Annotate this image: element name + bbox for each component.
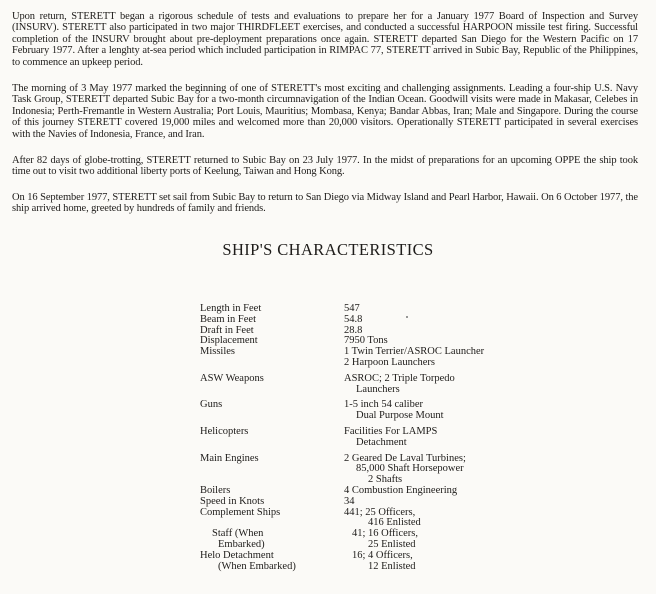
spec-label: Displacement [200, 335, 258, 347]
spec-value-line: 1-5 inch 54 caliber [344, 399, 424, 411]
spec-row-complement [200, 508, 484, 530]
spec-value [344, 427, 484, 449]
spec-row-guns [200, 400, 484, 422]
spec-value [344, 454, 484, 486]
spec-label-line: Helo Detachment [200, 549, 274, 561]
spec-label-line: (When Embarked) [218, 560, 296, 572]
spec-value-line: 41; 16 Officers, [352, 528, 418, 540]
spec-value-line: Launchers [356, 383, 400, 395]
spec-label-line: Embarked) [218, 538, 265, 550]
spec-label [200, 529, 340, 551]
characteristics-table [200, 304, 484, 572]
spec-value [344, 400, 484, 422]
spec-label [200, 551, 340, 573]
spec-value [344, 508, 484, 530]
spec-label: Boilers [200, 484, 231, 496]
paragraph-indian-ocean: The morning of 3 May 1977 marked the beginning of one of STERETT's most exciting and challenging assignments. Leading a four-ship U.S. Navy Task Group, STERETT departed Subic Bay for a two-month circumnavigation of the Indian Ocean. Goodwill visits were made in Makasar, Celebes in Indonesia; Perth-Fremantle in Western Australia; Port Louis, Mauritius; Mombasa, Kenya; Bandar Abbas, Iran; Male and Singapore. During the course of this journey STERETT covered 19,000 miles and welcomed more than 20,000 visitors. Operationally STERETT participated in several exercises with the Navies of Indonesia, France, and Iran. [12, 83, 638, 140]
spec-label: Helicopters [200, 425, 249, 437]
spec-label: Main Engines [200, 452, 259, 464]
spec-row-staff [200, 529, 484, 551]
spec-value-line: 1 Twin Terrier/ASROC Launcher [344, 346, 485, 358]
spec-row-helicopters [200, 427, 484, 449]
spec-label: Guns [200, 399, 223, 411]
spec-value-line: 16; 4 Officers, [352, 549, 413, 561]
spec-value: 54.8 [344, 313, 363, 325]
spec-row-speed [200, 497, 484, 508]
spec-value-line: 2 Shafts [368, 474, 403, 486]
spec-value [344, 347, 484, 369]
spec-label: Complement Ships [200, 506, 281, 518]
spec-label: Draft in Feet [200, 324, 254, 336]
spec-row-missiles [200, 347, 484, 369]
spec-value: 7950 Tons [344, 335, 388, 347]
spec-value: 4 Combustion Engineering [344, 484, 458, 496]
spec-label: Beam in Feet [200, 313, 256, 325]
spec-row-engines [200, 454, 484, 486]
spec-label: Speed in Knots [200, 495, 265, 507]
spec-label-line: Staff (When [212, 528, 264, 540]
spec-value-line: 416 Enlisted [368, 517, 421, 529]
spec-value: 28.8 [344, 324, 363, 336]
spec-value [344, 551, 484, 573]
spec-value-line: 25 Enlisted [368, 538, 416, 550]
spec-value: 547 [344, 303, 360, 314]
spec-value-line: Facilities For LAMPS [344, 425, 438, 437]
spec-label: Missiles [200, 346, 236, 358]
paragraph-insurv: Upon return, STERETT began a rigorous schedule of tests and evaluations to prepare her for a January 1977 Board of Inspection and Survey (INSURV). STERETT also participated in two major THIRDFLEET exercises, and conducted a successful HARPOON missile test firing. Successful completion of the INSURV brought about pre-deployment preparations once again. STERETT departed San Diego for the Western Pacific on 17 February 1977. After a lenghty at-sea period which included participation in RIMPAC 77, STERETT arrived in Subic Bay, Republic of the Philippines, to commence an upkeep period. [12, 11, 638, 68]
spec-row-beam [200, 315, 484, 326]
paragraph-subic-return: After 82 days of globe-trotting, STERETT returned to Subic Bay on 23 July 1977. In the midst of preparations for an upcoming OPPE the ship took time out to visit two additional liberty ports of Keelung, Taiwan and Hong Kong. [12, 155, 638, 178]
spec-value-line: ASROC; 2 Triple Torpedo [344, 372, 455, 384]
spec-label: ASW Weapons [200, 372, 264, 384]
spec-value-line: 85,000 Shaft Horsepower [356, 463, 464, 475]
spec-value: 34 [344, 495, 355, 507]
spec-value-line: 12 Enlisted [368, 560, 416, 572]
spec-value-line: Dual Purpose Mount [356, 410, 444, 422]
paragraph-homecoming: On 16 September 1977, STERETT set sail from Subic Bay to return to San Diego via Midway Island and Pearl Harbor, Hawaii. On 6 October 1977, the ship arrived home, greeted by hundreds of family and friends. [12, 192, 638, 215]
spec-label: Length in Feet [200, 303, 262, 314]
spec-row-asw [200, 374, 484, 396]
spec-row-helo [200, 551, 484, 573]
spec-value-line: 441; 25 Officers, [344, 506, 416, 518]
section-heading: SHIP'S CHARACTERISTICS [222, 240, 434, 259]
spec-value-line: 2 Harpoon Launchers [344, 356, 435, 368]
spec-value [344, 374, 484, 396]
spec-value-line: Detachment [356, 436, 407, 448]
spec-value-line: 2 Geared De Laval Turbines; [344, 452, 466, 464]
spec-value [344, 529, 484, 551]
